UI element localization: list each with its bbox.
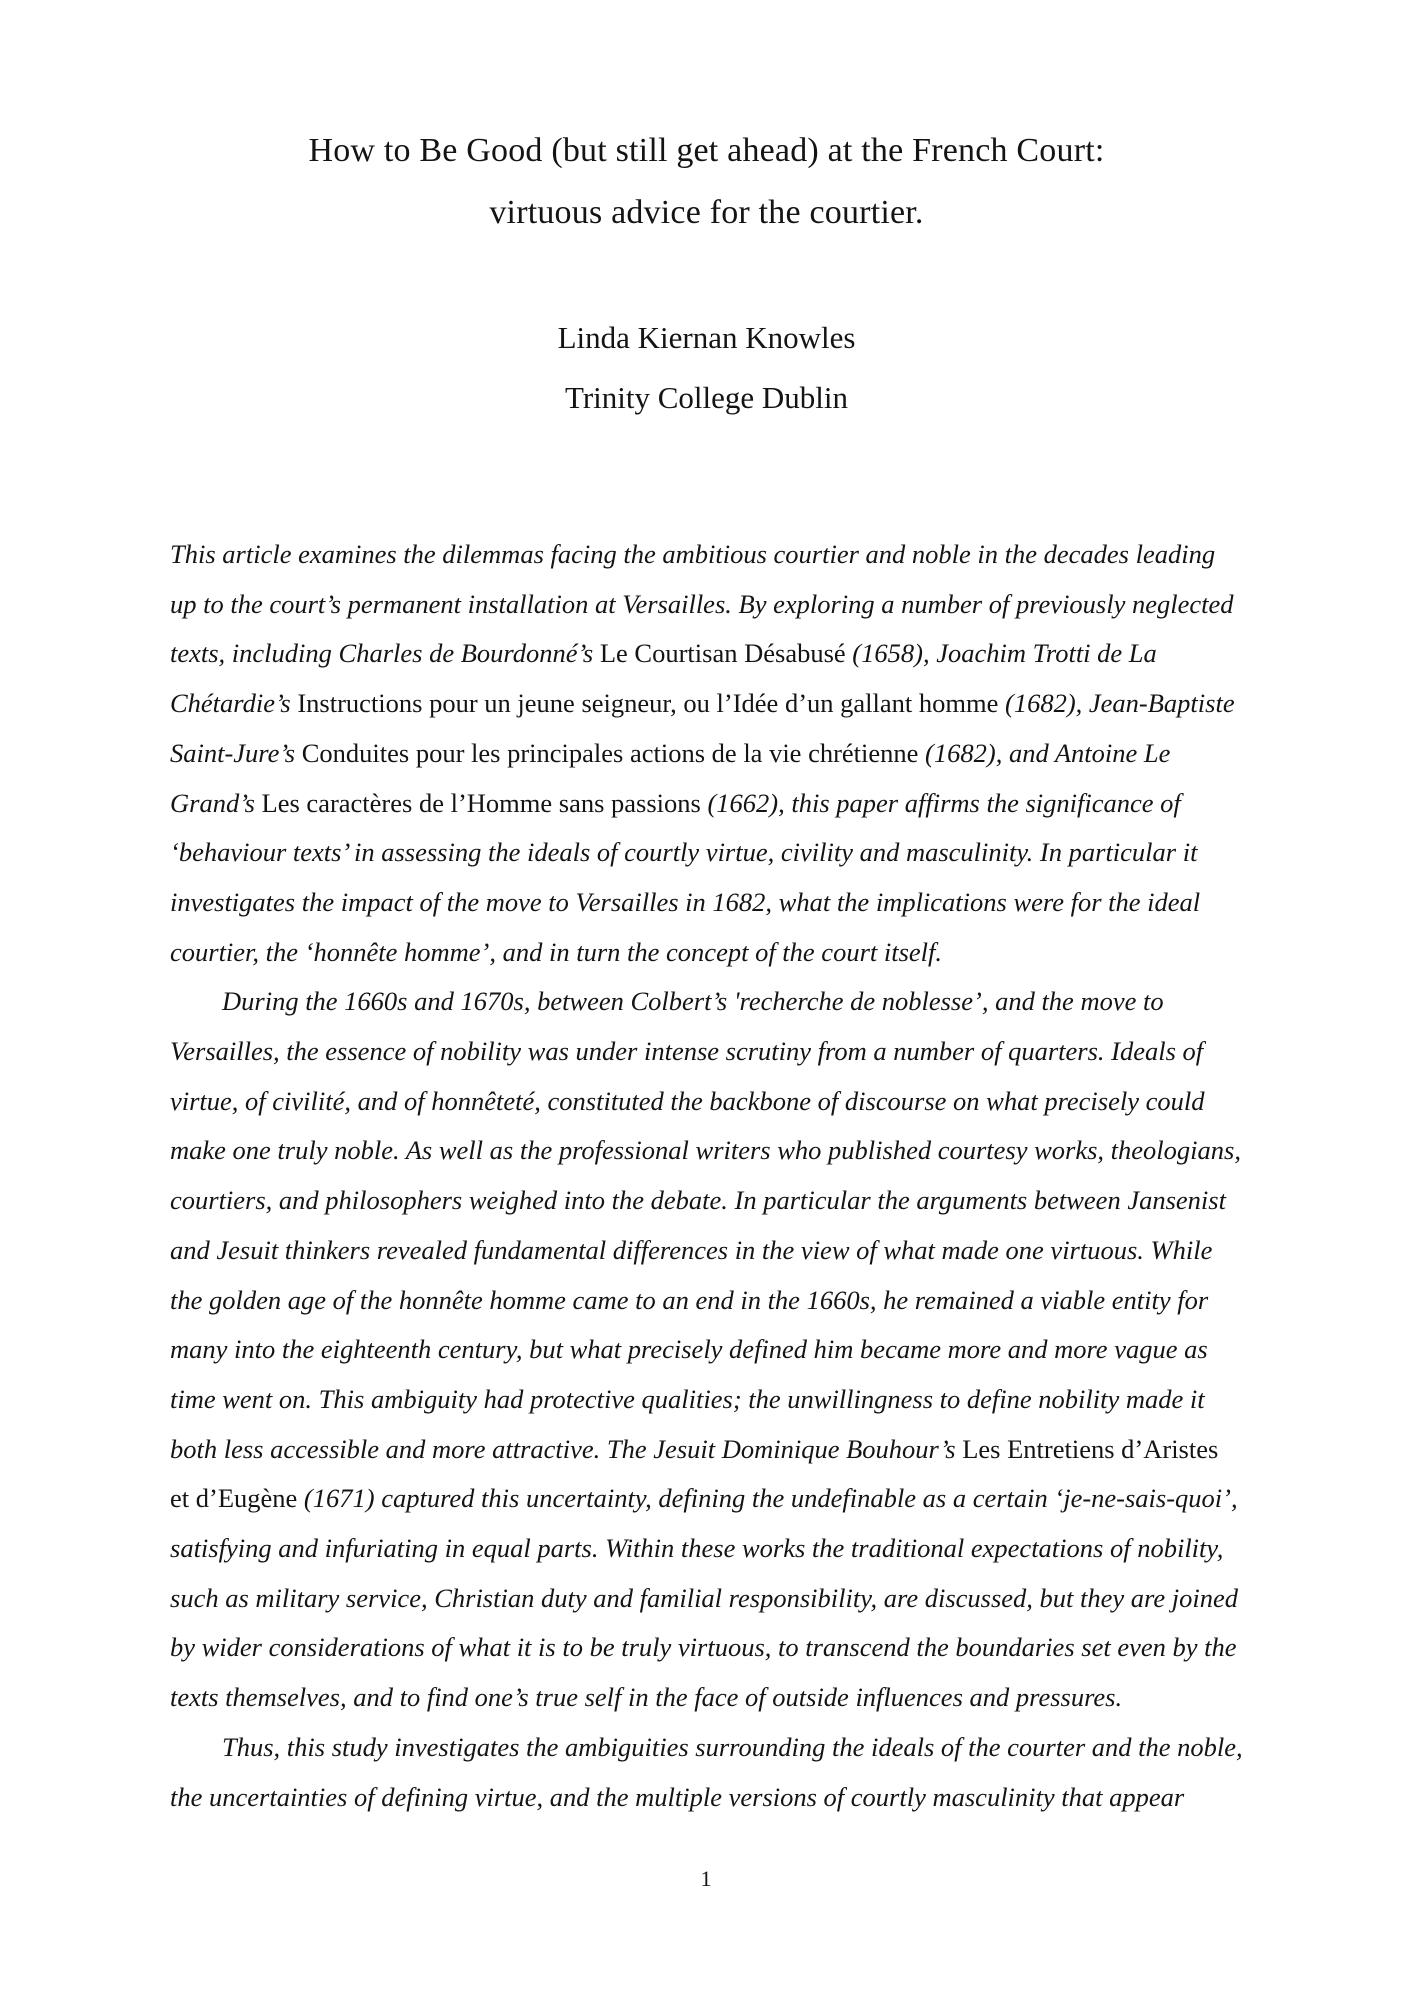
body-text: Thus, this study investigates the ambiguities surrounding the ideals of the courter and the noble, the uncertainties of defining virtue, and the multiple versions of courtly masculinity that appear (170, 1731, 1243, 1812)
paper-title (0, 120, 1413, 244)
body-paragraph (170, 977, 1243, 1723)
work-title-text: Instructions pour un jeune seigneur, ou l’Idée d’un gallant homme (297, 688, 1005, 719)
work-title-text: Les caractères de l’Homme sans passions (261, 787, 708, 818)
work-title-text: Les Entretiens d’Aristes et d’Eugène (170, 1433, 1219, 1514)
work-title-text: Le Courtisan Désabusé (599, 638, 853, 669)
body-text: During the 1660s and 1670s, between Colbert’s 'recherche de noblesse’, and the move to Versailles, the essence of nobility was under intense scrutiny from a number of quarters. Ideals of virtue, of civilité, and of honnêteté, constituted the backbone of discourse on what precisely could make one truly noble. As well as the professional writers who published courtesy works, theologians, courtiers, and philosophers weighed into the debate. In particular the arguments between Jansenist and Jesuit thinkers revealed fundamental differences in the view of what made one virtuous. While the golden age of the honnête homme came to an end in the 1660s, he remained a viable entity for many into the eighteenth century, but what precisely defined him became more and more vague as time went on. This ambiguity had protective qualities; the unwillingness to define nobility made it both less accessible and more attractive. The Jesuit Dominique Bouhour’s (170, 986, 1241, 1464)
body-text: (1658), Joachim Trotti de La Chétardie’s (170, 638, 1157, 719)
page-number: 1 (700, 1866, 713, 1891)
author-affiliation: Trinity College Dublin (564, 380, 849, 415)
body-text: (1682), and Antoine Le Grand’s (170, 737, 1171, 818)
work-title-text: Conduites pour les principales actions de la vie chrétienne (301, 737, 926, 768)
body-text: (1671) captured this uncertainty, defining the undefinable as a certain ‘je-ne-sais-quoi’, satisfying and infuriating in equal parts. Within these works the traditional expectations of nobility, such as military service, Christian duty and familial responsibility, are discussed, but they are joined by wider considerations of what it is to be truly virtuous, to transcend the boundaries set even by the texts themselves, and to find one’s true self in the face of outside influences and pressures. (170, 1483, 1238, 1713)
author-block (0, 308, 1413, 428)
body-text: (1662), this paper affirms the significance of ‘behaviour texts’ in assessing the ideals of courtly virtue, civility and masculinity. In particular it investigates the impact of the move to Versailles in 1682, what the implications were for the ideal courtier, the ‘honnête homme’, and in turn the concept of the court itself. (170, 787, 1201, 967)
author-name: Linda Kiernan Knowles (557, 320, 856, 355)
paper-title-line-1: How to Be Good (but still get ahead) at the French Court: (308, 132, 1105, 169)
body-text: (1682), Jean-Baptiste Saint-Jure’s (170, 688, 1235, 768)
body-paragraph (170, 1723, 1243, 1822)
body-paragraph (170, 530, 1243, 977)
body-text: This article examines the dilemmas facing the ambitious courtier and noble in the decades leading up to the court’s permanent installation at Versailles. By exploring a number of previously neglected texts, including Charles de Bourdonné’s (170, 539, 1234, 669)
paper-title-line-2: virtuous advice for the courtier. (489, 194, 924, 231)
article-body (170, 530, 1243, 1822)
